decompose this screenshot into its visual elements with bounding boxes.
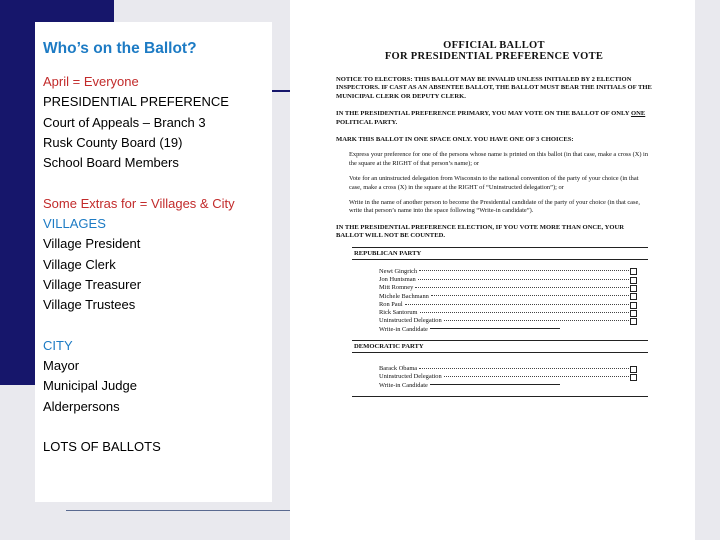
candidate-name: Newt Gingrich [379,267,418,275]
village-item: Village Trustees [43,297,136,313]
candidate-name: Mitt Romney [379,284,414,292]
village-item: Village Treasurer [43,276,142,292]
villages-label: VILLAGES [43,216,106,232]
vote-checkbox[interactable] [630,374,637,381]
official-ballot [336,40,652,397]
closing-note: LOTS OF BALLOTS [43,439,161,455]
candidate-row [379,284,637,292]
vote-checkbox[interactable] [630,302,637,309]
vote-checkbox[interactable] [630,318,637,325]
section-rule [352,396,648,397]
right-frame-edge [695,0,720,540]
candidate-name: Uninstructed Delegation [379,373,442,381]
ballot-mark-note: MARK THIS BALLOT IN ONE SPACE ONLY. YOU HAVE ONE OF 3 CHOICES: [336,136,574,144]
democratic-section [352,341,648,397]
republican-header: REPUBLICAN PARTY [352,247,648,260]
april-label: April = Everyone [43,74,139,89]
candidate-row [379,317,637,325]
ballot-choice: Write in the name of another person to become the Presidential candidate of the party of your choice (in that case, write that person’s name into the space following “Write-in candidate”). [349,199,640,215]
ballot-choice: Express your preference for one of the persons whose name is printed on this ballot (in that case, make a cross (X) in the square at the RIGHT of that person’s name); or [349,151,649,167]
ballot-choice: Vote for an uninstructed delegation from Wisconsin to the national convention of the party of your choice (in that case, make a cross (X) in the square at the RIGHT of “Uninstructed delegation”); or [349,175,639,191]
april-item: Rusk County Board (19) [43,134,183,150]
april-item: Court of Appeals – Branch 3 [43,114,206,130]
ballot-subtitle: FOR PRESIDENTIAL PREFERENCE VOTE [384,51,604,62]
write-in-field[interactable] [430,384,560,385]
vote-checkbox[interactable] [630,268,637,275]
candidate-row [379,268,637,276]
democratic-header: DEMOCRATIC PARTY [352,341,648,353]
april-item: PRESIDENTIAL PREFERENCE [43,94,229,110]
write-in-label: Write-in Candidate [379,381,428,389]
village-item: Village Clerk [43,256,116,272]
candidate-name: Jon Huntsman [379,275,416,283]
candidate-name: Rick Santorum [379,309,418,317]
write-in-label: Write-in Candidate [379,325,428,333]
divider [66,510,291,511]
candidate-row [379,309,637,317]
city-label: CITY [43,337,73,353]
republican-section [352,247,648,341]
vote-checkbox[interactable] [630,277,637,284]
democratic-candidates [352,353,648,390]
vote-checkbox[interactable] [630,285,637,292]
ballot-notice: NOTICE TO ELECTORS: THIS BALLOT MAY BE INVALID UNLESS INITIALED BY 2 ELECTION INSPECTORS. IF CAST AS AN ABSENTEE BALLOT, THE BALLOT MUST BEAR THE INITIALS OF THE MUNICIPAL CLERK OR DEPUTY CLERK. [336,76,652,100]
april-item: School Board Members [43,155,179,171]
write-in-row [379,326,637,334]
vote-checkbox[interactable] [630,293,637,300]
vote-checkbox[interactable] [630,310,637,317]
ballot-title: OFFICIAL BALLOT [443,40,545,51]
city-item: Alderpersons [43,398,120,414]
candidate-row [379,293,637,301]
candidate-row [379,276,637,284]
candidate-row [379,365,637,373]
candidate-name: Michele Bachmann [379,292,429,300]
city-item: Mayor [43,358,80,374]
candidate-name: Ron Paul [379,300,403,308]
village-item: Village President [43,236,141,252]
ballot-primary-note: IN THE PRESIDENTIAL PREFERENCE PRIMARY, YOU MAY VOTE ON THE BALLOT OF ONLY ONE POLITICAL PARTY. [336,110,646,126]
extras-label: Some Extras for = Villages & City [43,195,235,211]
write-in-row [379,382,637,390]
city-item: Municipal Judge [43,378,137,394]
write-in-field[interactable] [430,328,560,329]
republican-candidates [352,260,648,334]
ballot-summary-card [35,22,272,502]
candidate-name: Uninstructed Delegation [379,317,442,325]
ballot-warning: IN THE PRESIDENTIAL PREFERENCE ELECTION, IF YOU VOTE MORE THAN ONCE, YOUR BALLOT WILL NOT BE COUNTED. [336,223,625,240]
candidate-row [379,301,637,309]
vote-checkbox[interactable] [630,366,637,373]
candidate-row [379,373,637,381]
card-title: Who’s on the Ballot? [43,40,197,57]
candidate-name: Barack Obama [379,365,418,373]
